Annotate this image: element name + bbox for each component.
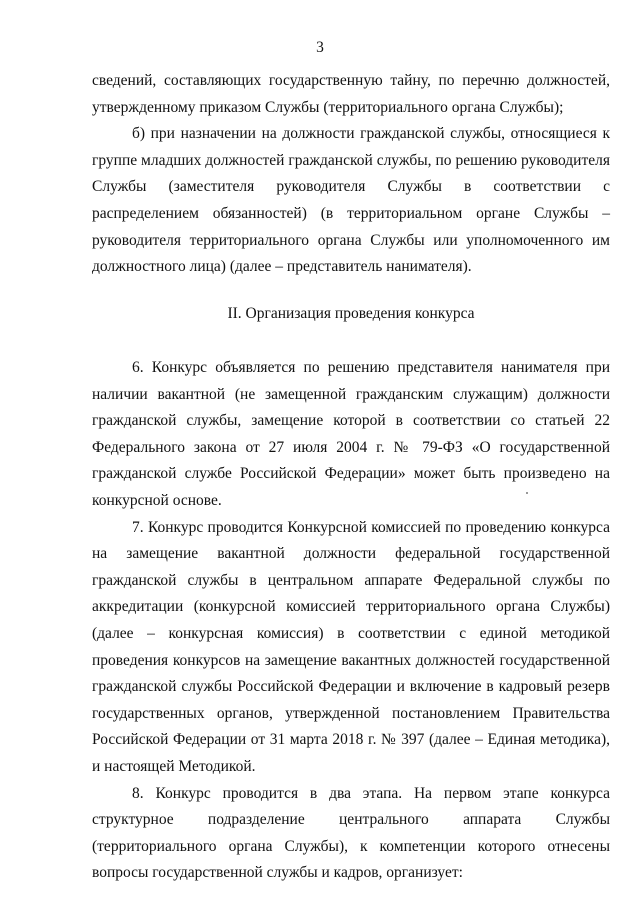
scan-speck [526, 492, 528, 494]
section-heading: II. Организация проведения конкурса [227, 305, 475, 322]
paragraph-8: 8. Конкурс проводится в два этапа. На первом этапе конкурса структурное подразделение центрального аппарата Службы (территориального органа Службы), к компетенции которого отнесены вопросы государственной службы и кадров, организует: [92, 784, 610, 882]
page-number: 3 [316, 39, 324, 56]
paragraph-b: б) при назначении на должности гражданской службы, относящиеся к группе младших должностей гражданской службы, по решению руководителя Службы (заместителя руководителя Службы в соответствии с распределением обязанностей) (в территориальном органе Службы – руководителя территориального органа Службы или уполномоченного им должностного лица) (далее – представитель нанимателя). [92, 125, 610, 276]
paragraph-6: 6. Конкурс объявляется по решению представителя нанимателя при наличии вакантной (не замещенной гражданским служащим) должности гражданской службы, замещение которой в соответствии со статьей 22 Федерального закона от 27 июля 2004 г. № 79-ФЗ «О государственной гражданской службе Российской Федерации» может быть произведено на конкурсной основе. [92, 359, 610, 509]
section-2-text [92, 355, 610, 887]
paragraph-continuation: сведений, составляющих государственную тайну, по перечню должностей, утвержденному приказом Службы (территориального органа Службы); [92, 72, 610, 116]
section-1-text [92, 68, 610, 281]
paragraph-7: 7. Конкурс проводится Конкурсной комиссией по проведению конкурса на замещение вакантной должности федеральной государственной гражданской службы в центральном аппарате Федеральной службы по аккредитации (конкурсной комиссией территориального органа Службы) (далее – конкурсная комиссия) в соответствии с единой методикой проведения конкурсов на замещение вакантных должностей государственной гражданской службы Российской Федерации и включение в кадровый резерв государственных органов, утвержденной постановлением Правительства Российской Федерации от 31 марта 2018 г. № 397 (далее – Единая методика), и настоящей Методикой. [92, 518, 610, 775]
